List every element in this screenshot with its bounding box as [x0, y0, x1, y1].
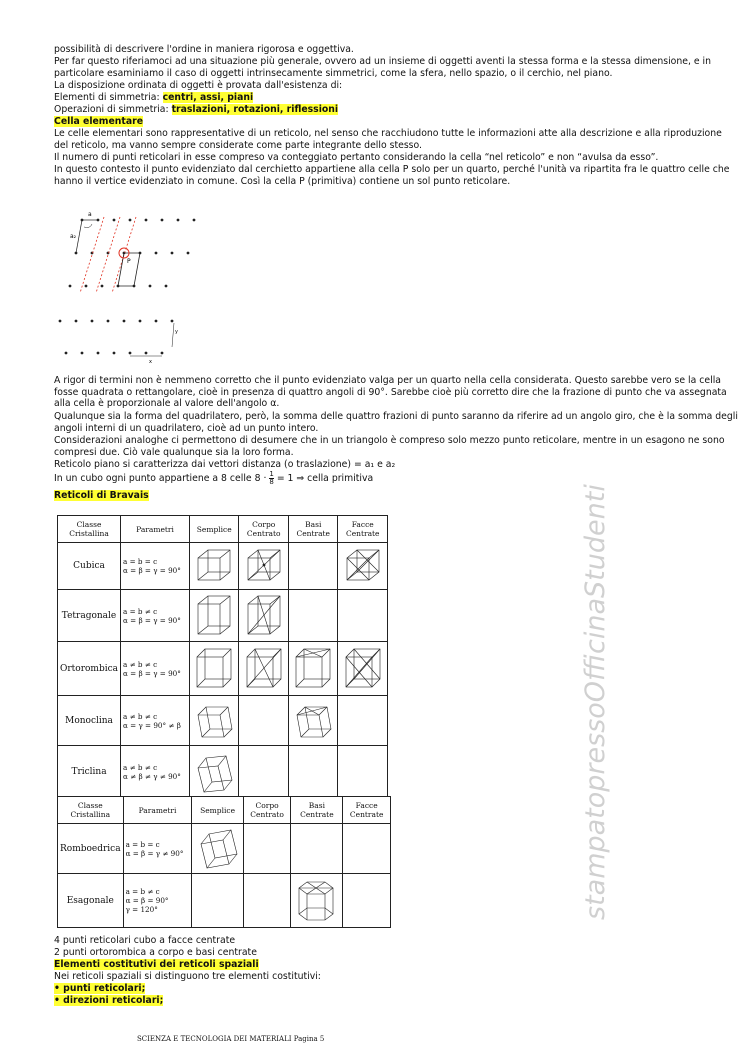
cell-simple: [189, 642, 239, 696]
cell-base: [288, 543, 338, 590]
bravais-table-2: [57, 796, 391, 928]
cell-simple: [189, 543, 239, 590]
cell-face: [343, 824, 391, 874]
numerator: 1: [269, 470, 274, 478]
params: [121, 696, 190, 746]
heading-text: Cella elementare: [54, 116, 144, 127]
col-header: Classe Cristallina: [58, 516, 121, 543]
table-row: [58, 696, 388, 746]
cell-body: [239, 746, 289, 798]
heading-text: Reticoli di Bravais: [54, 490, 149, 501]
cell-body: [239, 543, 289, 590]
formula-text: In un cubo ogni punto appartiene a 8 celle 8 ·: [54, 473, 270, 484]
cell-base: [288, 642, 338, 696]
label-p: P: [127, 258, 131, 265]
bullet-item: [54, 983, 738, 995]
page-footer: SCIENZA E TECNOLOGIA DEI MATERIALI Pagina 5: [137, 1035, 325, 1043]
params: [121, 590, 190, 642]
monoclinic-base-icon: [293, 699, 333, 741]
highlight: traslazioni, rotazioni, riflessioni: [171, 104, 339, 115]
heading-text: Elementi costitutivi dei reticoli spaziali: [54, 959, 259, 970]
ortho-face-icon: [343, 645, 383, 691]
cell-base: [291, 874, 343, 928]
paragraph: [54, 92, 738, 104]
label: Operazioni di simmetria:: [54, 104, 172, 115]
col-header: Semplice: [189, 516, 239, 543]
class-name: Tetragonale: [58, 590, 121, 642]
col-header: Classe Cristallina: [58, 797, 124, 824]
triclinic-cell-icon: [194, 748, 234, 794]
table-row: [58, 543, 388, 590]
param-line: a = b ≠ c: [123, 606, 158, 616]
params: [121, 746, 190, 798]
table-row: [58, 746, 388, 798]
col-header: Semplice: [192, 797, 243, 824]
param-line: α = β = γ = 90°: [123, 615, 181, 625]
col-header: Facce Centrate: [338, 516, 388, 543]
param-line: γ = 120°: [125, 905, 158, 914]
cubic-body-icon: [245, 546, 283, 584]
paragraph: Considerazioni analoghe ci permettono di desumere che in un triangolo è compreso solo mezzo punto reticolare, mentre in un esagono ne sono compresi due. Ciò vale qualunque sia la loro forma.: [54, 435, 725, 458]
bravais-table-1: [57, 515, 388, 798]
col-header: Basi Centrate: [288, 516, 338, 543]
cell-face: [338, 696, 388, 746]
paragraph: Per far questo riferiamoci ad una situazione più generale, ovvero ad un insieme di oggetti aventi la stessa forma e la stessa dimensione, e in particolare esaminiamo il caso di oggetti intrinsecamente simmetrici, come la sfera, nello spazio, o il cerchio, nel piano.: [54, 56, 712, 79]
cell-body: [239, 590, 289, 642]
watermark: stampatopressoOfficinaStudenti: [580, 484, 611, 920]
monoclinic-cell-icon: [194, 699, 234, 741]
heading-cella: [54, 116, 738, 128]
heading-bravais: [54, 490, 738, 502]
params: [123, 874, 192, 928]
param-line: a = b = c: [123, 557, 158, 566]
denominator: 8: [269, 478, 274, 486]
params: [123, 824, 192, 874]
param-line: α ≠ β ≠ γ ≠ 90°: [123, 771, 181, 781]
table-row: [58, 874, 391, 928]
label-a: a: [88, 211, 92, 218]
cell-simple: [189, 746, 239, 798]
paragraph: Nei reticoli spaziali si distinguono tre elementi costitutivi:: [54, 971, 321, 982]
cell-simple: [189, 696, 239, 746]
heading-elementi: [54, 959, 738, 971]
cell-face: [338, 746, 388, 798]
paragraph: Le celle elementari sono rappresentative di un reticolo, nel senso che racchiudono tutte le informazioni atte alla descrizione e alla riproduzione del reticolo, ma vanno sempre considerate come parte integrante dello stesso.: [54, 128, 722, 151]
param-line: α = γ = 90° ≠ β: [123, 720, 181, 730]
cell-face: [338, 543, 388, 590]
param-line: a ≠ b ≠ c: [123, 762, 158, 772]
class-name: Romboedrica: [58, 824, 124, 874]
cell-base: [288, 696, 338, 746]
col-header: Basi Centrate: [291, 797, 343, 824]
cell-simple: [189, 590, 239, 642]
class-name: Ortorombica: [58, 642, 121, 696]
bullet-item: [54, 995, 738, 1007]
table-row: [58, 824, 391, 874]
paragraph: A rigor di termini non è nemmeno corretto che il punto evidenziato valga per un quarto nella cella considerata. Questo sarebbe vero se la cella fosse quadrata o rettangolare, cioè in presenza di quattro angoli di 90°. Sarebbe cioè più corretto dire che la frazione di punto che va assegnata alla cella è proporzionale al valore dell'angolo α.: [54, 375, 727, 410]
class-name: Cubica: [58, 543, 121, 590]
cell-body: [243, 874, 291, 928]
cubic-face-icon: [344, 546, 382, 584]
formula-text: = 1 ⇒ cella primitiva: [273, 473, 374, 484]
label-a2: a₂: [70, 233, 77, 240]
class-name: Monoclina: [58, 696, 121, 746]
lattice-figure: [54, 205, 204, 365]
param-line: a ≠ b ≠ c: [123, 711, 158, 721]
label: Elementi di simmetria:: [54, 92, 163, 103]
col-header: Corpo Centrato: [239, 516, 289, 543]
ortho-base-icon: [293, 645, 333, 691]
param-line: α = β = 90°: [125, 896, 169, 905]
tetragonal-body-icon: [245, 592, 283, 638]
paragraph: La disposizione ordinata di oggetti è provata dall'esistenza di:: [54, 80, 343, 91]
col-header: Parametri: [123, 797, 192, 824]
params: [121, 642, 190, 696]
paragraph: 2 punti ortorombica a corpo e basi centrate: [54, 947, 257, 958]
cell-base: [291, 824, 343, 874]
paragraph: In questo contesto il punto evidenziato dal cerchietto appartiene alla cella P solo per un quarto, perché l'unità va ripartita fra le quattro celle che hanno il vertice evidenziato in comune. Così la cella P (primitiva) contiene un sol punto reticolare.: [54, 164, 730, 187]
param-line: α = β = γ = 90°: [123, 566, 181, 575]
cell-simple: [192, 824, 243, 874]
paragraph: Qualunque sia la forma del quadrilatero, però, la somma delle quattro frazioni di punto saranno da riferire ad un angolo giro, che è la somma degli angoli interni di un quadrilatero, cioè ad un punto intero.: [54, 411, 738, 434]
table-row: [58, 642, 388, 696]
paragraph: 4 punti reticolari cubo a facce centrate: [54, 935, 236, 946]
paragraph: Il numero di punti reticolari in esse compreso va conteggiato pertanto considerando la cella “nel reticolo” e non “avulsa da esso”.: [54, 152, 659, 163]
hexagonal-base-icon: [295, 876, 339, 924]
paragraph: Reticolo piano si caratterizza dai vettori distanza (o traslazione) = a₁ e a₂: [54, 459, 396, 470]
cell-body: [243, 824, 291, 874]
cell-base: [288, 746, 338, 798]
paragraph: [54, 104, 738, 116]
params: [121, 543, 190, 590]
paragraph: possibilità di descrivere l'ordine in maniera rigorosa e oggettiva.: [54, 44, 354, 55]
table-row: [58, 590, 388, 642]
bullet-text: • direzioni reticolari;: [54, 995, 164, 1006]
label-x: x: [149, 359, 152, 365]
highlight: centri, assi, piani: [162, 92, 254, 103]
ortho-cell-icon: [194, 645, 234, 691]
cubic-cell-icon: [195, 546, 233, 584]
cell-body: [239, 696, 289, 746]
param-line: α = β = γ ≠ 90°: [125, 848, 184, 858]
tetragonal-cell-icon: [195, 592, 233, 638]
class-name: Esagonale: [58, 874, 124, 928]
cell-body: [239, 642, 289, 696]
bullet-text: • punti reticolari;: [54, 983, 146, 994]
class-name: Triclina: [58, 746, 121, 798]
paragraph-formula: [54, 471, 738, 486]
rhombohedral-cell-icon: [197, 826, 239, 870]
param-line: a = b ≠ c: [125, 887, 160, 896]
cell-face: [343, 874, 391, 928]
ortho-body-icon: [244, 645, 284, 691]
cell-face: [338, 642, 388, 696]
param-line: α = β = γ = 90°: [123, 668, 181, 678]
col-header: Parametri: [121, 516, 190, 543]
col-header: Corpo Centrato: [243, 797, 291, 824]
cell-base: [288, 590, 338, 642]
cell-simple: [192, 874, 243, 928]
label-y: y: [175, 329, 178, 335]
param-line: a ≠ b ≠ c: [123, 659, 158, 669]
param-line: a = b = c: [125, 839, 160, 849]
cell-face: [338, 590, 388, 642]
col-header: Facce Centrate: [343, 797, 391, 824]
